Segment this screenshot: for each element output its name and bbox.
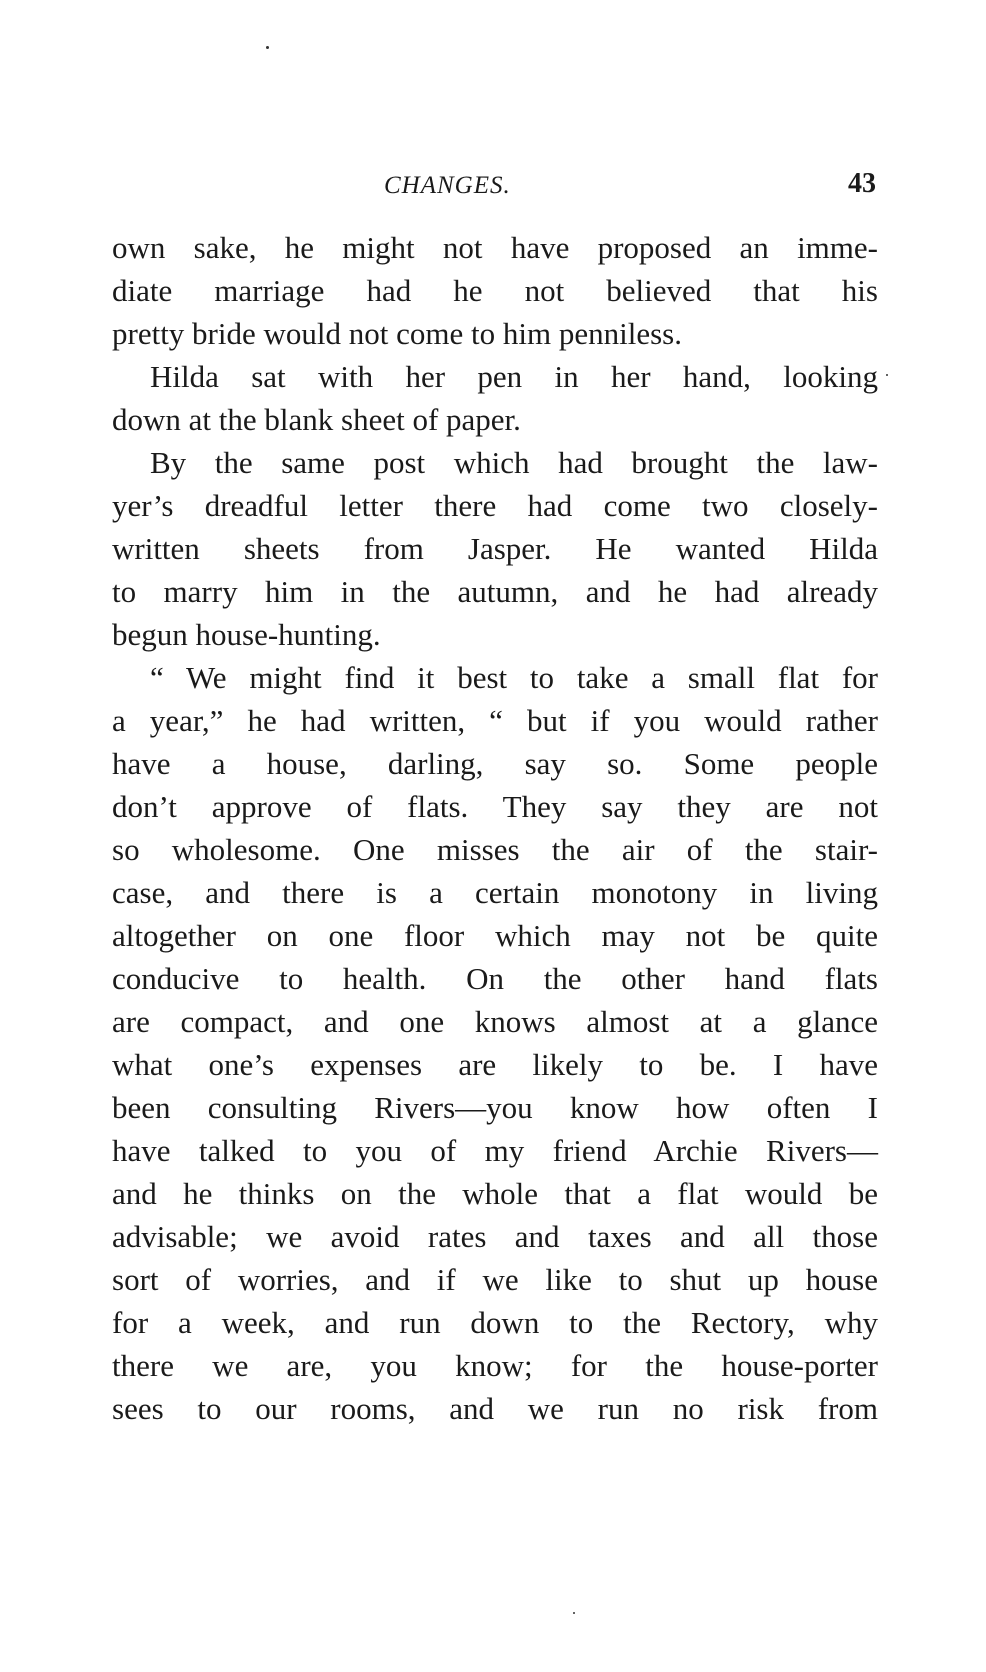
running-head (112, 168, 882, 208)
text-line: so wholesome. One misses the air of the stair- (112, 832, 878, 867)
text-line: “ We might find it best to take a small flat for (150, 660, 878, 695)
ink-speck (266, 46, 269, 49)
running-title: CHANGES. (384, 172, 511, 199)
text-line: are compact, and one knows almost at a glance (112, 1004, 878, 1039)
text-line: advisable; we avoid rates and taxes and all those (112, 1219, 878, 1254)
text-line: for a week, and run down to the Rectory, why (112, 1305, 878, 1340)
text-line: what one’s expenses are likely to be. I have (112, 1047, 878, 1082)
text-line: written sheets from Jasper. He wanted Hilda (112, 531, 878, 566)
text-line: have talked to you of my friend Archie Rivers— (112, 1133, 878, 1168)
body-text (112, 226, 878, 1430)
text-line: altogether on one floor which may not be quite (112, 918, 878, 953)
page-number: 43 (848, 168, 876, 199)
text-line: pretty bride would not come to him penniless. (112, 316, 682, 351)
text-line: Hilda sat with her pen in her hand, looking (150, 359, 878, 394)
text-line: have a house, darling, say so. Some people (112, 746, 878, 781)
text-line: don’t approve of flats. They say they are not (112, 789, 878, 824)
text-line: to marry him in the autumn, and he had already (112, 574, 878, 609)
text-line: own sake, he might not have proposed an imme- (112, 230, 878, 265)
text-line: sort of worries, and if we like to shut up house (112, 1262, 878, 1297)
text-line: there we are, you know; for the house-porter (112, 1348, 878, 1383)
text-line: sees to our rooms, and we run no risk from (112, 1391, 878, 1426)
text-line: a year,” he had written, “ but if you would rather (112, 703, 878, 738)
text-line: been consulting Rivers—you know how often I (112, 1090, 878, 1125)
ink-speck (886, 374, 888, 376)
text-line: begun house-hunting. (112, 617, 381, 652)
ink-speck (573, 1612, 575, 1614)
text-line: down at the blank sheet of paper. (112, 402, 521, 437)
text-line: and he thinks on the whole that a flat would be (112, 1176, 878, 1211)
text-line: conducive to health. On the other hand flats (112, 961, 878, 996)
text-line: yer’s dreadful letter there had come two closely- (112, 488, 878, 523)
text-line: diate marriage had he not believed that his (112, 273, 878, 308)
text-line: By the same post which had brought the law- (150, 445, 878, 480)
text-line: case, and there is a certain monotony in living (112, 875, 878, 910)
